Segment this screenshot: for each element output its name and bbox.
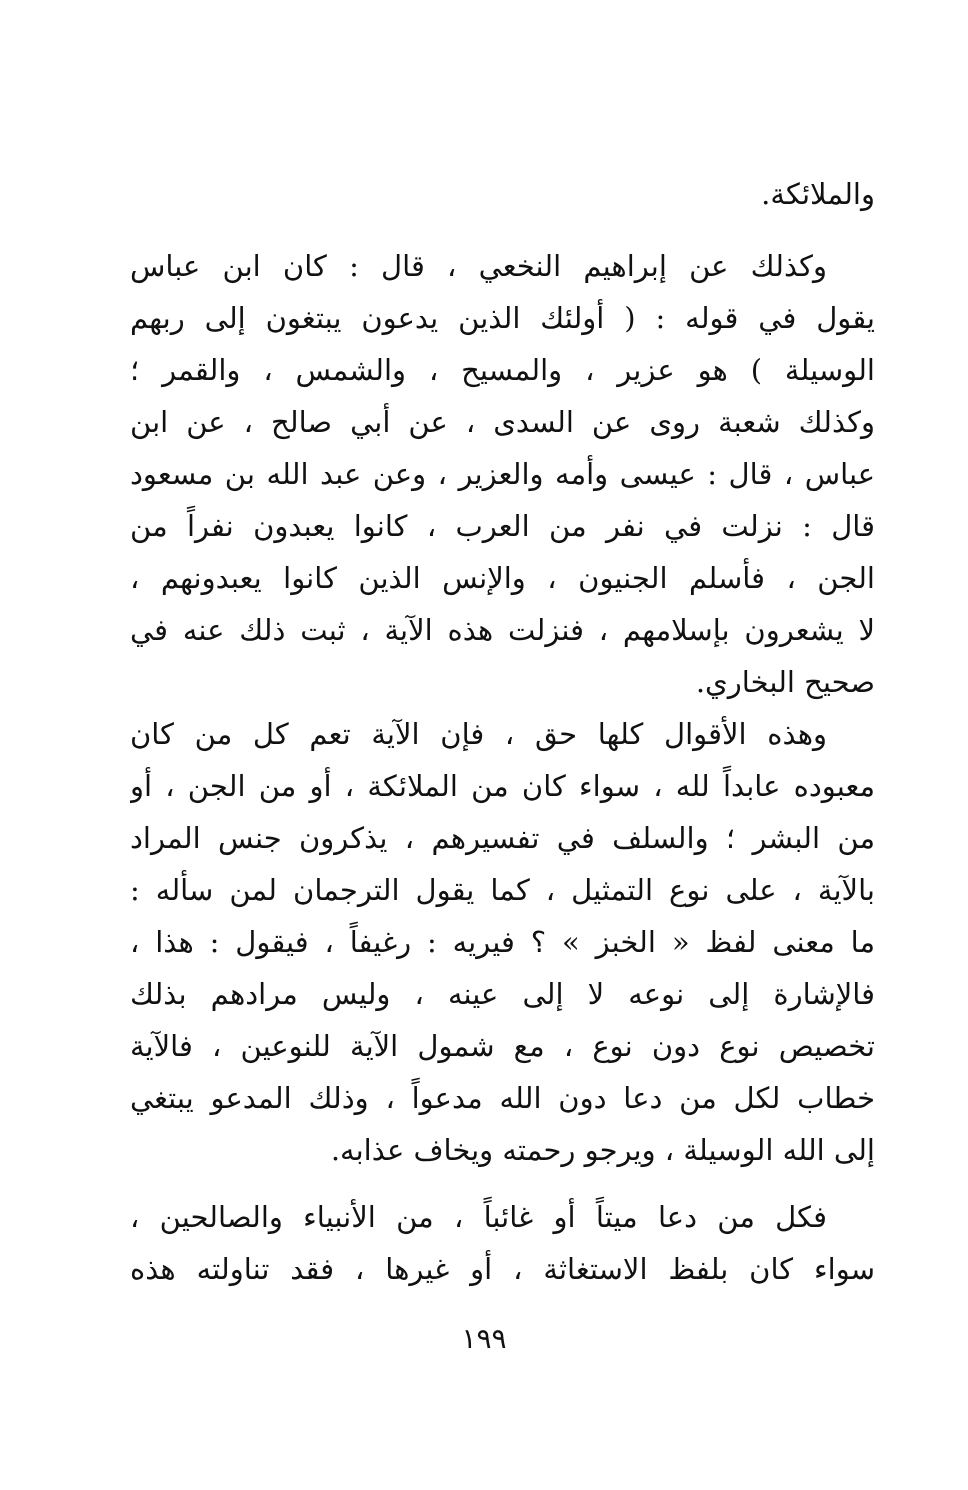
text-line: عباس ، قال : عيسى وأمه والعزير ، وعن عبد الله بن مسعود (130, 457, 875, 491)
text-line: وكذلك عن إبراهيم النخعي ، قال : كان ابن عباس (130, 249, 827, 283)
paragraph-aqwal (130, 708, 875, 1176)
paragraph-fakull (130, 1191, 875, 1295)
text-line: يقول في قوله : ( أولئك الذين يدعون يبتغون إلى ربهم (130, 301, 875, 335)
text-line: إلى الله الوسيلة ، ويرجو رحمته ويخاف عذابه. (330, 1133, 875, 1167)
text-line: وهذه الأقوال كلها حق ، فإن الآية تعم كل من كان (130, 717, 827, 751)
text-line: لا يشعرون بإسلامهم ، فنزلت هذه الآية ، ثبت ذلك عنه في (130, 613, 875, 647)
text-line: من البشر ؛ والسلف في تفسيرهم ، يذكرون جنس المراد (130, 821, 875, 855)
text-line: بالآية ، على نوع التمثيل ، كما يقول الترجمان لمن سأله : (130, 873, 875, 907)
text-line: صحيح البخاري. (695, 665, 875, 699)
text-line: قال : نزلت في نفر من العرب ، كانوا يعبدون نفراً من (130, 509, 875, 543)
text-line: خطاب لكل من دعا دون الله مدعواً ، وذلك المدعو يبتغي (130, 1081, 875, 1115)
text-line: الوسيلة ) هو عزير ، والمسيح ، والشمس ، والقمر ؛ (130, 353, 875, 387)
text-line: الجن ، فأسلم الجنيون ، والإنس الذين كانوا يعبدونهم ، (130, 561, 875, 595)
text-line: فكل من دعا ميتاً أو غائباً ، من الأنبياء والصالحين ، (130, 1200, 827, 1234)
page-number: ١٩٩ (461, 1322, 507, 1355)
text-line: سواء كان بلفظ الاستغاثة ، أو غيرها ، فقد تناولته هذه (130, 1252, 875, 1286)
paragraph-continuation (130, 168, 875, 220)
paragraph-nakhai (130, 240, 875, 708)
text-line: فالإشارة إلى نوعه لا إلى عينه ، وليس مرادهم بذلك (130, 977, 875, 1011)
text-line: وكذلك شعبة روى عن السدى ، عن أبي صالح ، عن ابن (130, 405, 875, 439)
text-line: والملائكة. (761, 177, 875, 211)
text-line: تخصيص نوع دون نوع ، مع شمول الآية للنوعين ، فالآية (130, 1029, 875, 1063)
text-line: معبوده عابداً لله ، سواء كان من الملائكة ، أو من الجن ، أو (130, 769, 875, 803)
text-line: ما معنى لفظ « الخبز » ؟ فيريه : رغيفاً ، فيقول : هذا ، (130, 925, 875, 959)
